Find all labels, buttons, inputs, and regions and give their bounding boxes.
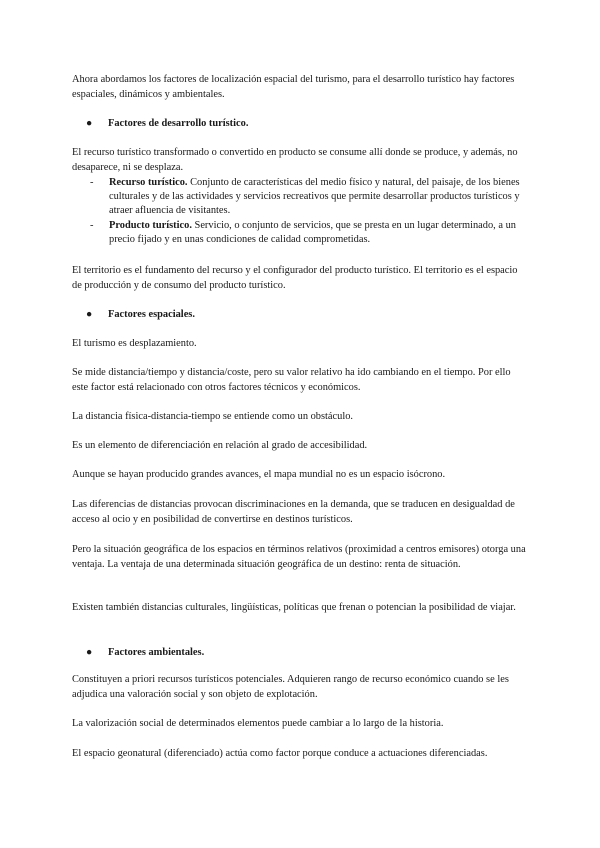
bullet-icon: ● bbox=[86, 309, 93, 320]
paragraph: Las diferencias de distancias provocan discriminaciones en la demanda, que se traducen en desigualdad de acceso al ocio y en posibilidad de convertirse en destinos turísticos. bbox=[72, 499, 515, 525]
dash-marker: - bbox=[90, 220, 94, 231]
list-text: Conjunto de características del medio físico y natural, del paisaje, de los bienes culturales y de las actividades y servicios recreativos que permite desarrollar productos turísticos y atraer afluencia de visitantes. bbox=[109, 177, 520, 216]
list-term: Recurso turístico. bbox=[109, 177, 188, 188]
heading-espaciales bbox=[86, 307, 195, 322]
heading-text: Factores espaciales. bbox=[108, 309, 195, 320]
paragraph: Pero la situación geográfica de los espacios en términos relativos (proximidad a centros emisores) otorga una ventaja. La ventaja de una determinada situación geográfica de un destino: renta de situación. bbox=[72, 544, 526, 570]
paragraph: La valorización social de determinados elementos puede cambiar a lo largo de la historia. bbox=[72, 718, 444, 729]
list-term: Producto turístico. bbox=[109, 220, 192, 231]
dash-marker: - bbox=[90, 177, 94, 188]
intro-paragraph: Ahora abordamos los factores de localización espacial del turismo, para el desarrollo turístico hay factores espaciales, dinámicos y ambientales. bbox=[72, 74, 515, 100]
bullet-icon: ● bbox=[86, 118, 93, 129]
paragraph: El espacio geonatural (diferenciado) actúa como factor porque conduce a actuaciones diferenciadas. bbox=[72, 748, 488, 759]
paragraph: Es un elemento de diferenciación en relación al grado de accesibilidad. bbox=[72, 440, 368, 451]
paragraph: El territorio es el fundamento del recurso y el configurador del producto turístico. El territorio es el espacio de producción y de consumo del producto turístico. bbox=[72, 265, 518, 291]
paragraph: Constituyen a priori recursos turísticos potenciales. Adquieren rango de recurso económico cuando se les adjudica una valoración social y son objeto de explotación. bbox=[72, 674, 509, 700]
list-item bbox=[90, 176, 530, 218]
paragraph: El turismo es desplazamiento. bbox=[72, 338, 197, 349]
paragraph: La distancia física-distancia-tiempo se entiende como un obstáculo. bbox=[72, 411, 354, 422]
paragraph: Aunque se hayan producido grandes avances, el mapa mundial no es un espacio isócrono. bbox=[72, 469, 446, 480]
heading-desarrollo bbox=[86, 116, 248, 131]
list-text: Servicio, o conjunto de servicios, que se presta en un lugar determinado, a un precio fijado y en unas condiciones de calidad comprometidas. bbox=[109, 220, 516, 245]
bullet-icon: ● bbox=[86, 647, 93, 658]
paragraph: Se mide distancia/tiempo y distancia/coste, pero su valor relativo ha ido cambiando en el tiempo. Por ello este factor está relacionado con otros factores técnicos y económicos. bbox=[72, 367, 511, 393]
paragraph: El recurso turístico transformado o convertido en producto se consume allí donde se produce, y además, no desaparece, ni se desplaza. bbox=[72, 147, 518, 173]
heading-ambientales bbox=[86, 645, 204, 660]
list-item bbox=[90, 219, 530, 247]
heading-text: Factores ambientales. bbox=[108, 647, 205, 658]
heading-text: Factores de desarrollo turístico. bbox=[108, 118, 249, 129]
paragraph: Existen también distancias culturales, lingüísticas, políticas que frenan o potencian la posibilidad de viajar. bbox=[72, 602, 516, 613]
